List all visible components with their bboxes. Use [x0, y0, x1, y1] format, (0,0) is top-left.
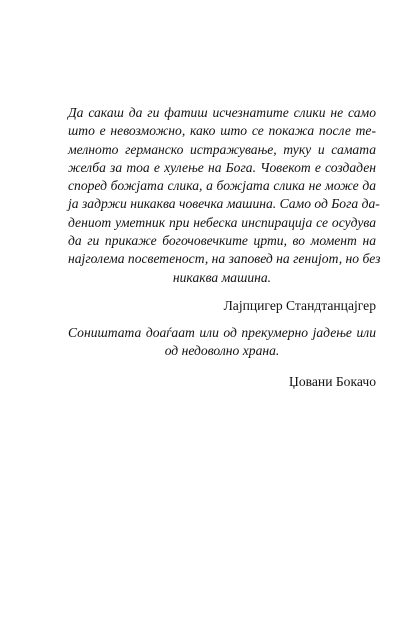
- epigraph-author: Лајпцигер Стандтанцајгер: [223, 297, 376, 313]
- epigraph-quote: [68, 324, 376, 361]
- quote-line: мелното германско истражување, туку и самата: [68, 141, 376, 157]
- epigraph-quote: [68, 104, 381, 287]
- quote-line: да ги прикаже богочовечките црти, во момент на: [68, 233, 376, 249]
- quote-line: најголема посветеност, на заповед на генијот, но без: [68, 251, 381, 267]
- quote-line: што е невозможно, како што се покажа после те-: [68, 123, 376, 139]
- quote-line: дениот уметник при небеска инспирација се осудува: [68, 214, 376, 230]
- quote-line: од недоволно храна.: [164, 343, 280, 359]
- quote-line: ја задржи никаква човечка машина. Само од Бога да-: [68, 196, 380, 212]
- quote-line: според божјата слика, а божјата слика не може да: [68, 178, 376, 194]
- epigraph-1: [68, 104, 381, 315]
- epigraph-author: Џовани Бокачо: [289, 373, 376, 389]
- quote-line: Да сакаш да ги фатиш исчезнатите слики не само: [68, 105, 376, 120]
- quote-line: желба за тоа е хулење на Бога. Човекот е создаден: [68, 159, 376, 175]
- quote-line: Соништата доаѓаат или од прекумерно јадење или: [68, 325, 376, 340]
- epigraph-2: [68, 324, 376, 391]
- quote-line: никаква машина.: [172, 269, 272, 285]
